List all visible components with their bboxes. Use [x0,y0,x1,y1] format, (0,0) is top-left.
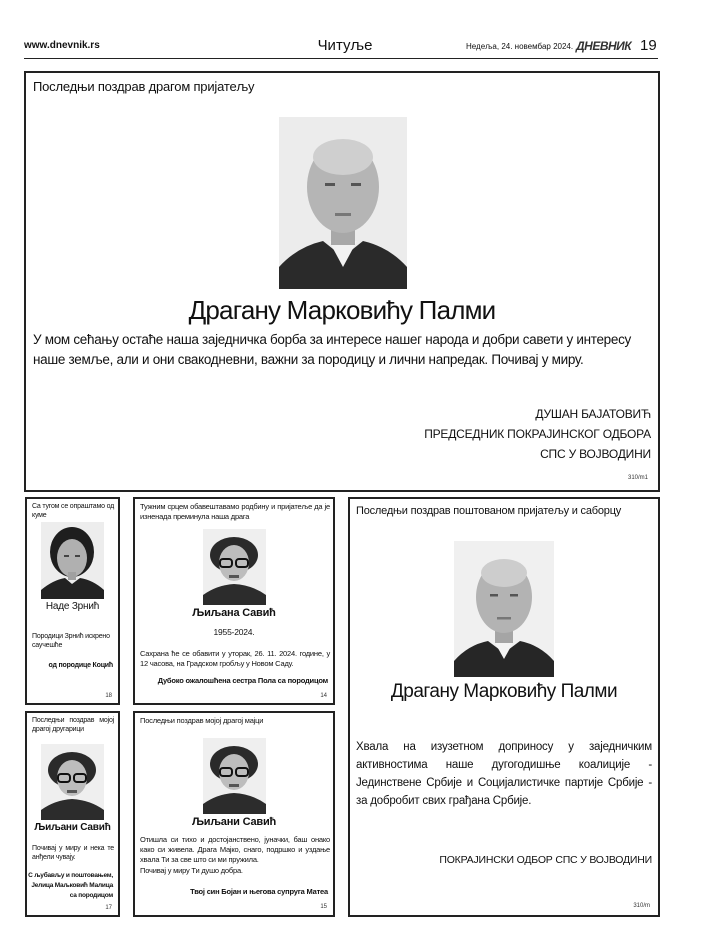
ad-code: 17 [105,905,112,911]
obituary-body: У мом сећању остаће наша заједничка борба за интересе нашег народа и добри савети у интересу наше земље, али и они свакодневни, важни за породицу и лични напредак. Почивај у миру. [33,332,631,367]
obituary-body: Хвала на изузетном доприносу у заједничким активностима наше дугогодишње коалиције - Јединствене Србије и Социјалистичке партије Србије - за добробит свих грађана Србије. [356,741,652,807]
obituary-17 [25,711,120,917]
portrait-photo [41,744,104,820]
obituary-right [348,497,660,917]
obituary-body: Породици Зрнић искрено саучешће [32,633,110,649]
obituary-15 [133,711,335,917]
page-number: 19 [640,37,657,54]
deceased-years: 1955-2024. [213,627,255,637]
deceased-name: Драгану Марковићу Палми [188,295,496,325]
ad-code: 15 [320,904,327,910]
obituary-18 [25,497,120,705]
obituary-intro: Последњи поздрав мојој драгој другарици [32,717,114,733]
obituary-body: Почивај у миру и нека те анђели чувају. [32,845,114,861]
signature-line-2: ПРЕДСЕДНИК ПОКРАЈИНСКОГ ОДБОРА [424,427,651,441]
ad-code: 310/m1 [627,475,648,481]
obituary-intro: Последњи поздрав поштованом пријатељу и саборцу [356,505,622,517]
portrait-photo [203,529,266,605]
section-title: Читуље [317,37,373,54]
obituary-signature: ПОКРАЈИНСКИ ОДБОР СПС У ВОЈВОДИНИ [439,854,652,866]
obituary-intro: Последњи поздрав драгом пријатељу [33,79,255,94]
signature-line-1: С љубављу и поштовањем, [28,872,113,879]
obituary-body: Сахрана ће се обавити у уторак, 26. 11. 2024. године, у 12 часова, на Градском гробљу у Новом Саду. [140,649,330,668]
portrait-photo [279,117,407,289]
obituary-intro: Тужним срцем обавештавамо родбину и пријатеље да је изненада преминула наша драга [140,502,330,521]
site-url[interactable]: www.dnevnik.rs [24,40,100,51]
deceased-name: Наде Зрнић [45,601,100,612]
deceased-name: Љиљани Савић [34,822,111,833]
portrait-photo [454,541,554,677]
obituary-signature: од породице Коцић [48,662,113,669]
issue-date: Недеља, 24. новембар 2024. [466,42,574,51]
signature-line-2: Јелица Маљковић Малица [31,882,113,889]
signature-line-3: СПС У ВОЈВОДИНИ [540,447,651,461]
portrait-photo [203,738,266,814]
obituary-top [24,71,660,492]
deceased-name: Љиљани Савић [191,816,277,828]
obituary-14 [133,497,335,705]
obituary-body-closing: Почивај у миру Ти душо добра. [140,866,243,875]
ad-code: 18 [105,693,112,699]
signature-line-1: ДУШАН БАЈАТОВИЋ [535,407,651,421]
ad-code: 310/m [633,903,650,909]
ad-code: 14 [320,693,327,699]
obituary-intro: Са тугом се опраштамо од куме [32,503,114,519]
deceased-name: Љиљана Савић [192,607,276,619]
portrait-photo [41,522,104,599]
obituary-body: Отишла си тихо и достојанствено, јуначки, баш онако како си живела. Драга Мајко, снаго, подршко и уздање хвала Ти за све што си ми пружила. [140,835,330,864]
obituary-signature: Твој син Бојан и његова супруга Матеа [190,887,328,896]
obituary-signature: Дубоко ожалошћена сестра Пола са породицом [157,676,328,685]
header-divider [24,58,658,59]
deceased-name: Драгану Марковићу Палми [390,681,618,702]
obituary-intro: Последњи поздрав мојој драгој мајци [140,716,264,725]
signature-line-3: са породицом [69,892,113,899]
newspaper-logo: ДНЕВНИК [576,39,632,53]
